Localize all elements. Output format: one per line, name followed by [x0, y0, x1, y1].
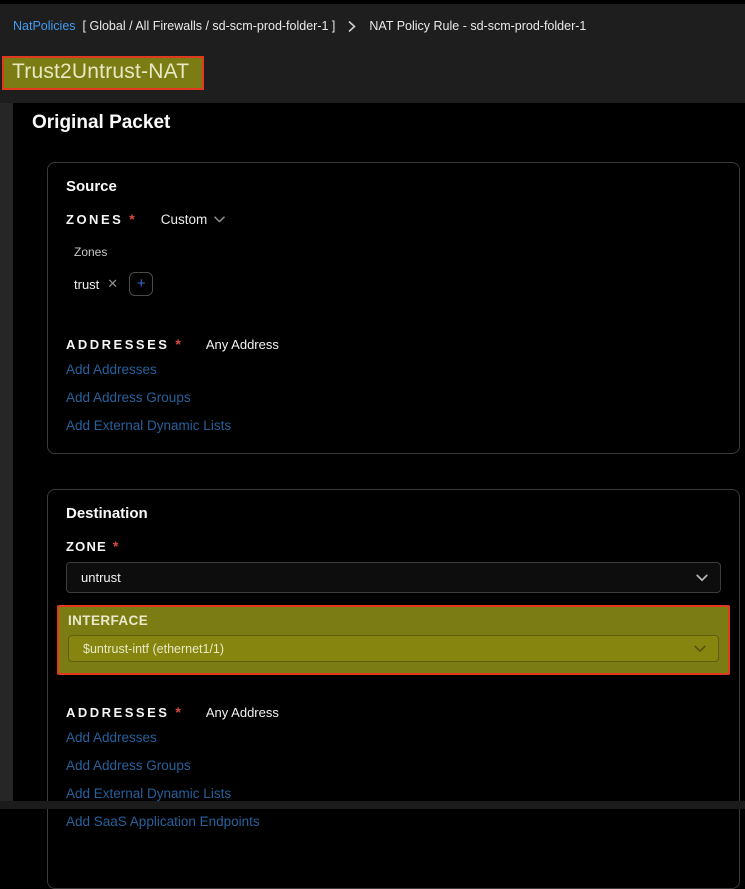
interface-select-value: $untrust-intf (ethernet1/1)	[83, 641, 225, 656]
zones-chips-row	[74, 272, 721, 296]
add-saas-application-endpoints-link[interactable]: Add SaaS Application Endpoints	[66, 814, 260, 829]
source-addresses-row	[66, 336, 721, 352]
breadcrumb-link-natpolicies[interactable]: NatPolicies	[13, 19, 76, 33]
source-addresses-label: ADDRESSES	[66, 336, 170, 352]
add-external-dynamic-lists-link[interactable]: Add External Dynamic Lists	[66, 786, 232, 801]
add-addresses-link[interactable]: Add Addresses	[66, 362, 157, 377]
add-address-groups-link[interactable]: Add Address Groups	[66, 390, 191, 405]
zones-mode-value: Custom	[160, 211, 208, 227]
remove-zone-icon[interactable]: ✕	[107, 276, 119, 291]
source-addresses-value: Any Address	[205, 336, 279, 352]
zone-select-value: untrust	[81, 570, 121, 585]
source-addresses-required-asterisk: *	[175, 336, 181, 352]
breadcrumb	[0, 4, 745, 33]
breadcrumb-context: [ Global / All Firewalls / sd-scm-prod-folder-1 ]	[82, 19, 336, 33]
content-wrap	[0, 103, 745, 829]
zone-chip-label: trust	[74, 276, 100, 292]
chevron-down-icon	[696, 574, 708, 582]
destination-addresses-row	[66, 704, 721, 720]
chevron-right-icon	[348, 21, 356, 32]
zones-required-asterisk: *	[129, 211, 135, 227]
zones-label: ZONES	[66, 211, 124, 227]
zones-mode-select[interactable]	[161, 212, 226, 227]
destination-panel	[47, 489, 740, 889]
zone-label: ZONE	[66, 538, 107, 554]
interface-highlight	[57, 605, 730, 675]
main-content	[13, 103, 745, 829]
chevron-down-icon	[214, 216, 225, 223]
interface-select[interactable]	[68, 635, 719, 662]
destination-addresses-value: Any Address	[205, 704, 279, 720]
page-header	[0, 4, 745, 103]
zone-chip-trust	[74, 276, 118, 292]
destination-addresses-label: ADDRESSES	[66, 704, 170, 720]
zones-sublabel: Zones	[74, 245, 108, 259]
zones-field-row	[66, 211, 721, 227]
left-gutter	[0, 103, 13, 809]
zone-field-row	[66, 538, 721, 554]
source-panel	[47, 162, 740, 454]
add-external-dynamic-lists-link[interactable]: Add External Dynamic Lists	[66, 418, 232, 433]
breadcrumb-current: NAT Policy Rule - sd-scm-prod-folder-1	[369, 19, 587, 33]
section-heading: Original Packet	[32, 112, 171, 133]
destination-addresses-required-asterisk: *	[175, 704, 181, 720]
add-zone-button[interactable]: +	[129, 272, 153, 296]
zone-required-asterisk: *	[112, 538, 119, 554]
rule-name-highlight	[2, 56, 204, 90]
chevron-down-icon	[694, 645, 706, 653]
source-panel-title: Source	[66, 178, 117, 195]
add-addresses-link[interactable]: Add Addresses	[66, 730, 157, 745]
window-bottom-edge	[0, 801, 745, 809]
interface-label: INTERFACE	[68, 613, 149, 628]
page-title: Trust2Untrust-NAT	[12, 60, 190, 83]
add-address-groups-link[interactable]: Add Address Groups	[66, 758, 191, 773]
destination-panel-title: Destination	[66, 505, 148, 522]
zone-select[interactable]	[66, 562, 721, 593]
